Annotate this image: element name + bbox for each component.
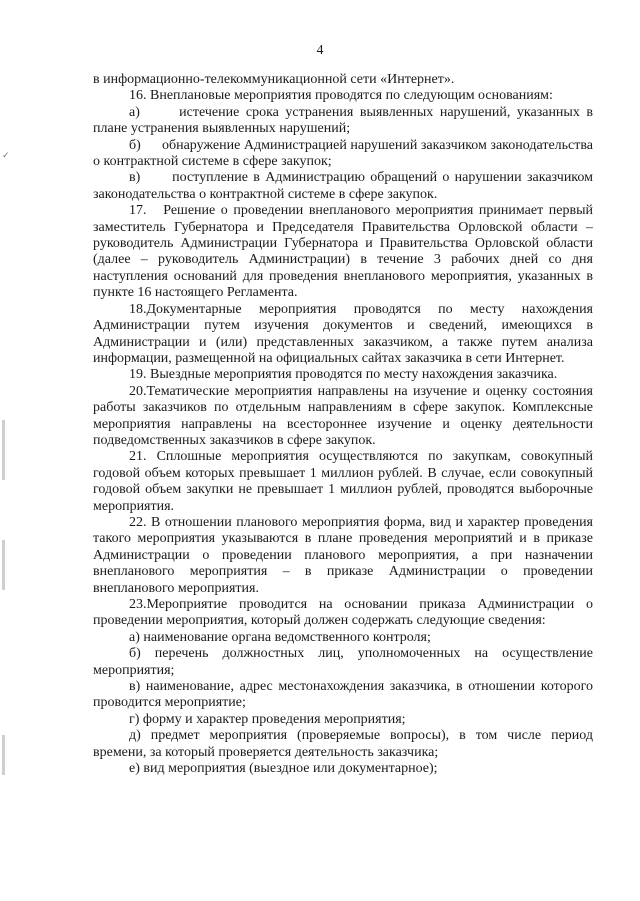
paragraph: в) поступление в Администрацию обращений о нарушении заказчиком законодательства о контрактной системе в сфере закупок. xyxy=(93,170,593,202)
paragraph: е) вид мероприятия (выездное или документарное); xyxy=(129,761,438,777)
paragraph: 21. Сплошные мероприятия осуществляются по закупкам, совокупный годовой объем которых превышает 1 миллион рублей. В случае, если совокупный годовой объем закупки не превышает 1 миллион рублей, проводятся выборочные мероприятия. xyxy=(93,449,593,514)
paragraph: 22. В отношении планового мероприятия форма, вид и характер проведения такого мероприятия указываются в плане проведения мероприятий и в приказе Администрации о проведении планового мероприятия, а при назначении внепланового мероприятия – в приказе Администрации о проведении внепланового мероприятия. xyxy=(93,514,593,596)
scan-artifact-mark: ✓ xyxy=(2,150,10,160)
paragraph: 19. Выездные мероприятия проводятся по месту нахождения заказчика. xyxy=(129,367,558,383)
paragraph: г) форму и характер проведения мероприятия; xyxy=(129,711,406,727)
paragraph: а) истечение срока устранения выявленных нарушений, указанных в плане устранения выявленных нарушений; xyxy=(93,104,593,137)
paragraph: 23.Мероприятие проводится на основании приказа Администрации о проведении мероприятия, который должен содержать следующие сведения: xyxy=(93,597,593,629)
paragraph: 17. Решение о проведении внепланового мероприятия принимает первый заместитель Губернатора и Председателя Правительства Орловской области – руководитель Администрации Губернатора и Правительства Орловской области (далее – руководитель Администрации) в течение 3 рабочих дней со дня наступления оснований для проведения внепланового мероприятия, указанных в пункте 16 настоящего Регламента. xyxy=(93,203,593,301)
paragraph: 18.Документарные мероприятия проводятся по месту нахождения Администрации путем изучения документов и сведений, имеющихся в Администрации и (или) представленных заказчиком, а также путем анализа информации, размещенной на официальных сайтах заказчика в сети Интернет. xyxy=(93,301,593,366)
paragraph: в) наименование, адрес местонахождения заказчика, в отношении которого проводится мероприятие; xyxy=(93,679,593,711)
paragraph: 20.Тематические мероприятия направлены на изучение и оценку состояния работы заказчиков по отдельным направлениям в сфере закупок. Комплексные мероприятия направлены на всестороннее изучение и оценку деятельности подведомственных заказчиков в сфере закупок. xyxy=(93,383,593,448)
paragraph: в информационно-телекоммуникационной сети «Интернет». xyxy=(93,72,455,87)
scan-edge-artifact xyxy=(2,735,5,775)
scan-edge-artifact xyxy=(2,540,5,590)
paragraph: а) наименование органа ведомственного контроля; xyxy=(129,629,431,645)
paragraph: б) обнаружение Администрацией нарушений заказчиком законодательства о контрактной системе в сфере закупок; xyxy=(93,137,593,170)
page-number: 4 xyxy=(316,43,324,58)
paragraph: 16. Внеплановые мероприятия проводятся по следующим основаниям: xyxy=(129,88,553,104)
document-body xyxy=(93,72,593,777)
paragraph: б) перечень должностных лиц, уполномоченных на осуществление мероприятия; xyxy=(93,646,593,678)
scan-edge-artifact xyxy=(2,420,5,480)
paragraph: д) предмет мероприятия (проверяемые вопросы), в том числе период времени, за который проверяется деятельность заказчика; xyxy=(93,728,593,760)
